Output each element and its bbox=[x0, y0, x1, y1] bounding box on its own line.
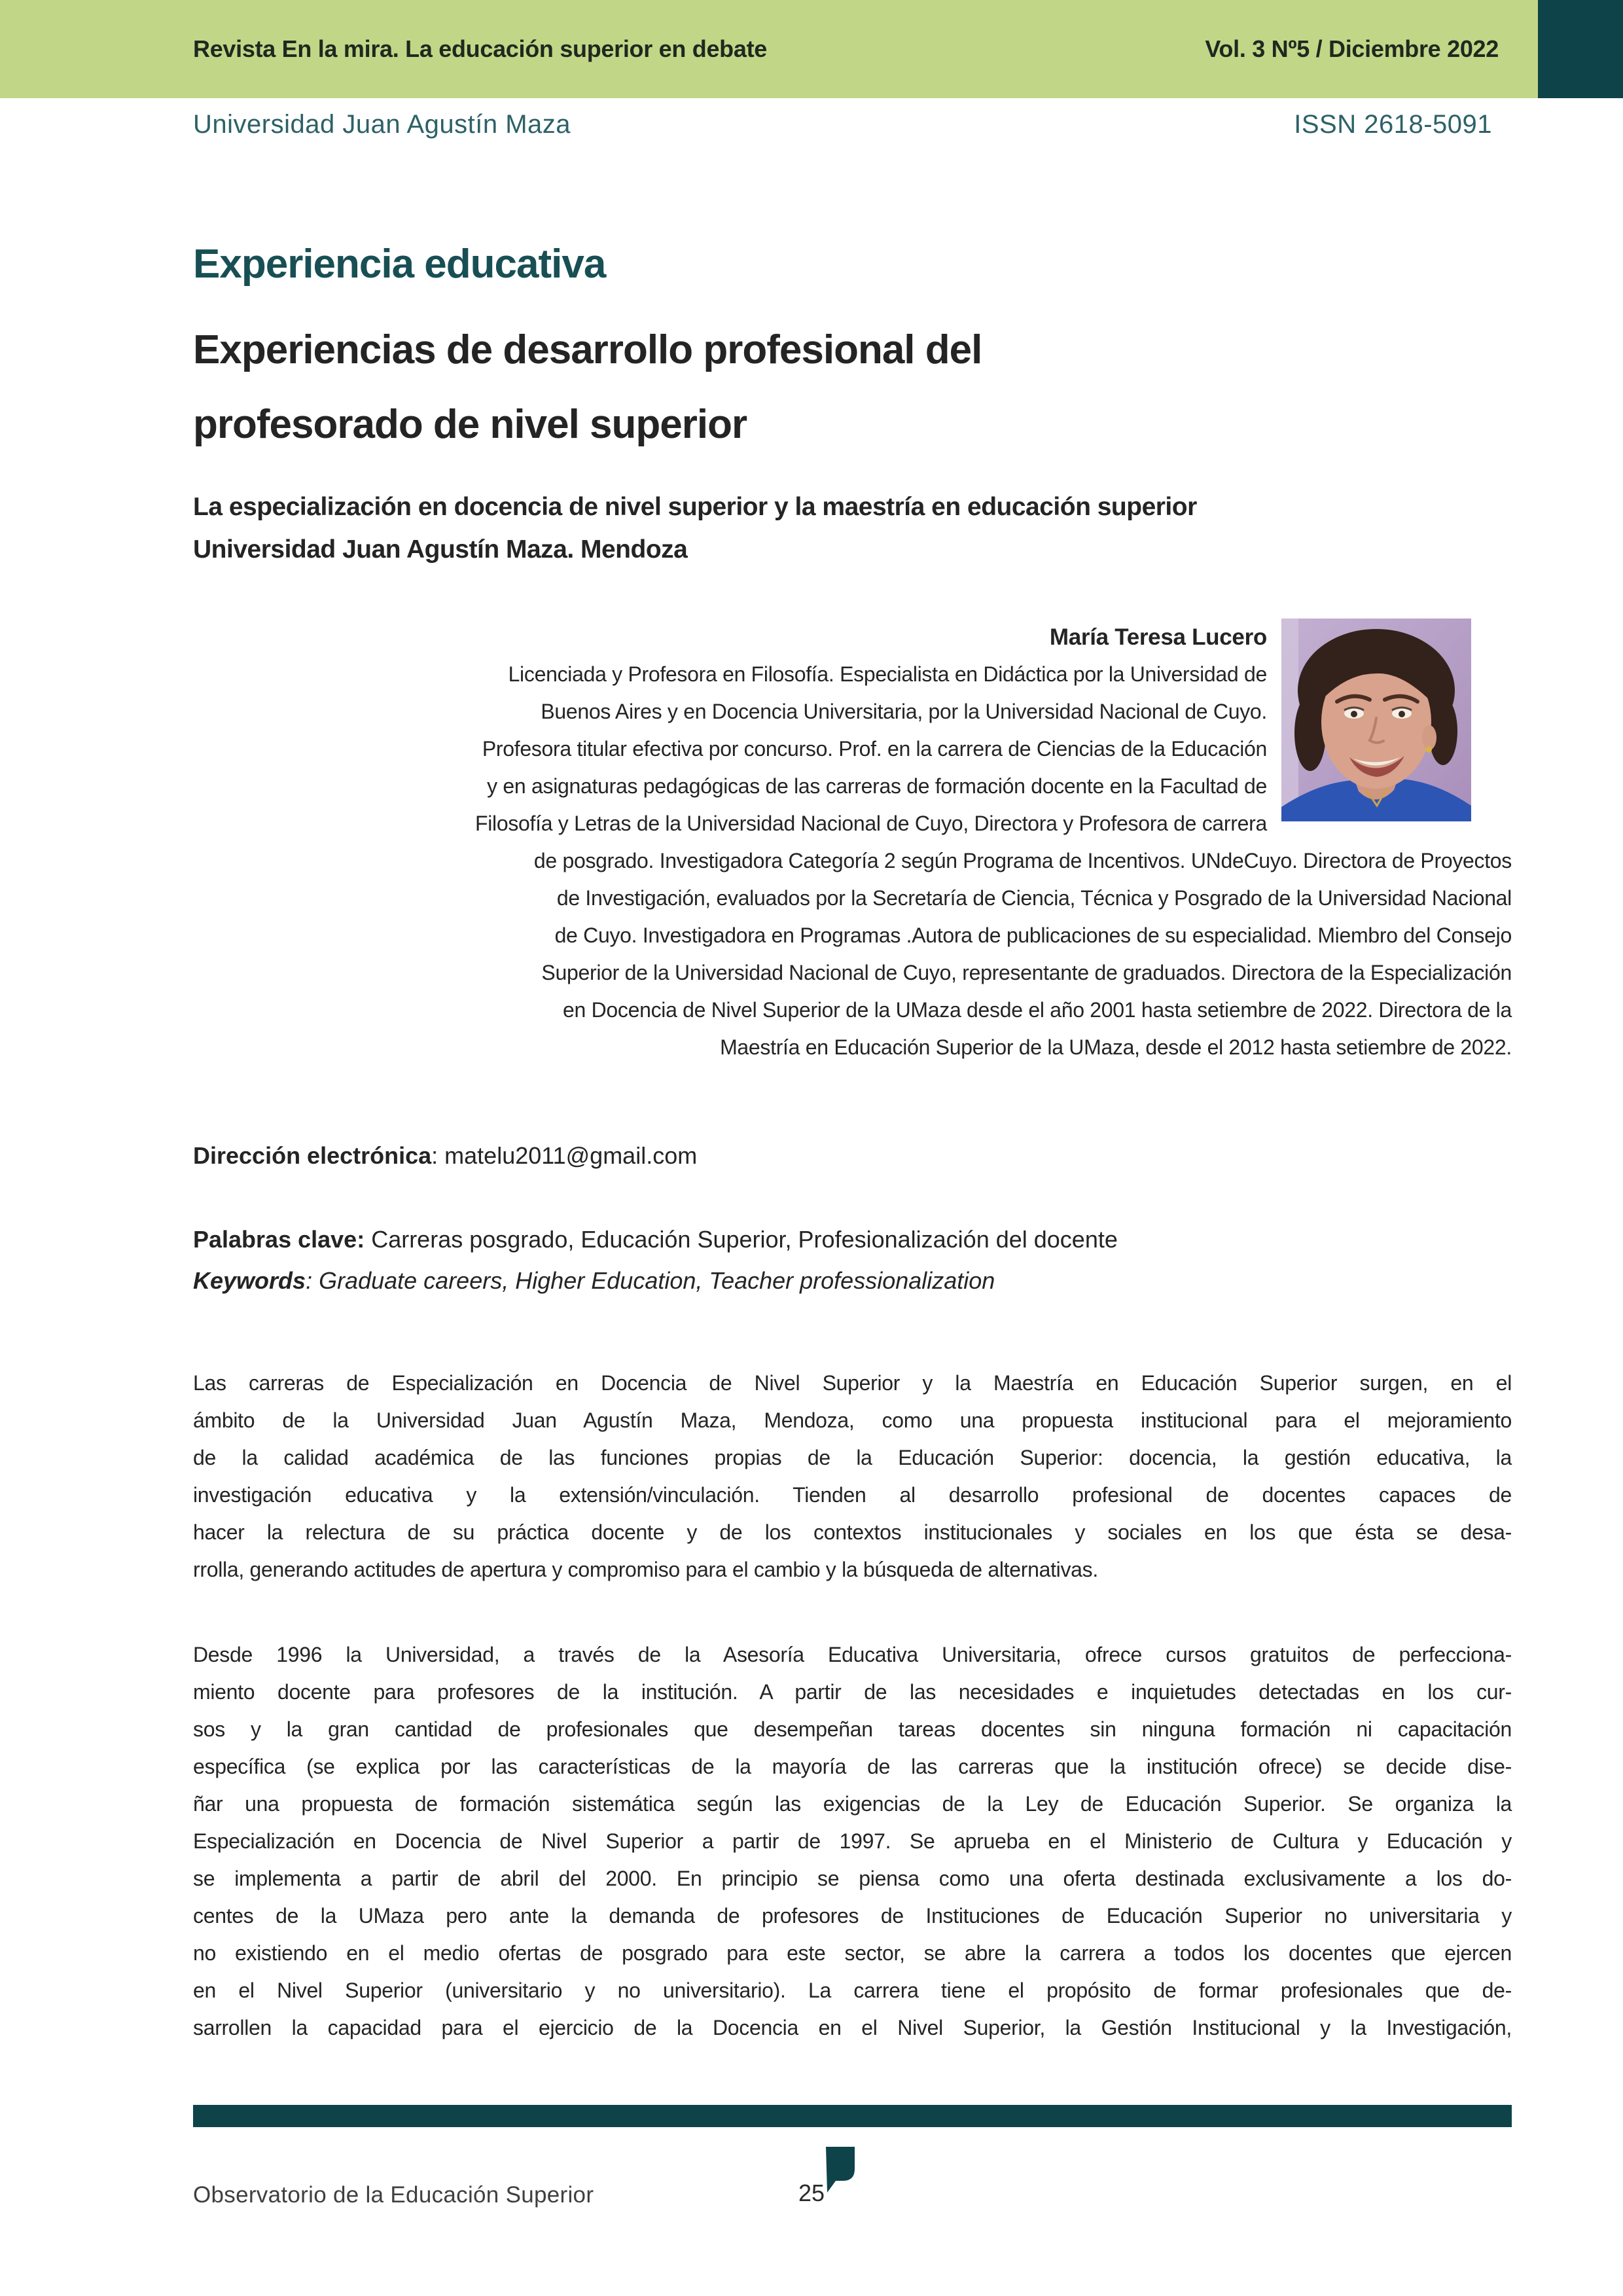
keywords-value: : Graduate careers, Higher Education, Teacher professionalization bbox=[306, 1267, 995, 1294]
journal-title: Revista En la mira. La educación superior en debate bbox=[193, 35, 768, 62]
text-line: de Investigación, evaluados por la Secretaría de Ciencia, Técnica y Posgrado de la Universidad Nacional bbox=[556, 886, 1512, 910]
email-address: : matelu2011@gmail.com bbox=[431, 1142, 698, 1169]
text-line: Superior de la Universidad Nacional de Cuyo, representante de graduados. Directora de la Especialización bbox=[541, 961, 1512, 984]
text-line: hacer la relectura de su práctica docente y de los contextos institucionales y sociales en los que ésta se desa- bbox=[193, 1520, 1512, 1544]
text-line: Licenciada y Profesora en Filosofía. Especialista en Didáctica por la Universidad de bbox=[508, 662, 1267, 686]
text-line: se implementa a partir de abril del 2000. En principio se piensa como una oferta destinada exclusivamente a los do- bbox=[193, 1867, 1512, 1890]
keywords-label: Keywords bbox=[193, 1267, 306, 1294]
text-line: Desde 1996 la Universidad, a través de la Asesoría Educativa Universitaria, ofrece cursos gratuitos de perfecciona- bbox=[193, 1643, 1512, 1666]
keywords-block bbox=[193, 1219, 1512, 1301]
article-title bbox=[193, 313, 1512, 462]
issn-number: ISSN 2618-5091 bbox=[1294, 110, 1492, 139]
text-line: específica (se explica por las características de la mayoría de las carreras que la institución ofrece) se decide dise- bbox=[193, 1755, 1512, 1778]
text-line: Maestría en Educación Superior de la UMaza, desde el 2012 hasta setiembre de 2022. bbox=[720, 1035, 1512, 1059]
text-line: profesorado de nivel superior bbox=[193, 402, 747, 447]
palabras-clave-line bbox=[193, 1219, 1512, 1260]
text-line: sos y la gran cantidad de profesionales que desempeñan tareas docentes sin ninguna formación ni capacitación bbox=[193, 1717, 1512, 1741]
text-line: en Docencia de Nivel Superior de la UMaza desde el año 2001 hasta setiembre de 2022. Directora de la bbox=[562, 998, 1512, 1022]
page-number: 25 bbox=[798, 2179, 825, 2206]
footer-rule-bar bbox=[193, 2105, 1512, 2127]
header-bar bbox=[0, 0, 1538, 98]
text-line: investigación educativa y la extensión/vinculación. Tienden al desarrollo profesional de docentes capaces de bbox=[193, 1483, 1512, 1507]
email-line bbox=[193, 1142, 1512, 1170]
text-line: no existiendo en el medio ofertas de posgrado para este sector, se abre la carrera a todos los docentes que ejercen bbox=[193, 1941, 1512, 1965]
corner-accent-square bbox=[1538, 0, 1623, 98]
text-line: y en asignaturas pedagógicas de las carreras de formación docente en la Facultad de bbox=[487, 774, 1267, 798]
body-paragraph-1 bbox=[193, 1365, 1512, 1588]
text-line: Experiencias de desarrollo profesional del bbox=[193, 327, 982, 372]
text-line: Buenos Aires y en Docencia Universitaria, por la Universidad Nacional de Cuyo. bbox=[541, 700, 1267, 723]
text-line: rrolla, generando actitudes de apertura y compromiso para el cambio y la búsqueda de alternativas. bbox=[193, 1558, 1098, 1581]
text-line: en el Nivel Superior (universitario y no universitario). La carrera tiene el propósito de formar profesionales que de- bbox=[193, 1979, 1512, 2002]
footer-observatory-label: Observatorio de la Educación Superior bbox=[193, 2182, 594, 2208]
text-line: La especialización en docencia de nivel superior y la maestría en educación superior bbox=[193, 493, 1197, 521]
text-line: ámbito de la Universidad Juan Agustín Maza, Mendoza, como una propuesta institucional para el mejoramiento bbox=[193, 1408, 1512, 1432]
text-line: Profesora titular efectiva por concurso. Prof. en la carrera de Ciencias de la Educación bbox=[482, 737, 1267, 761]
author-photo bbox=[1281, 619, 1471, 821]
palabras-clave-label: Palabras clave: bbox=[193, 1226, 365, 1253]
text-line: miento docente para profesores de la institución. A partir de las necesidades e inquietudes detectadas en los cur- bbox=[193, 1680, 1512, 1704]
text-line: de Cuyo. Investigadora en Programas .Autora de publicaciones de su especialidad. Miembro del Consejo bbox=[554, 924, 1512, 947]
text-line: sarrollen la capacidad para el ejercicio de la Docencia en el Nivel Superior, la Gestión Institucional y la Investigación, bbox=[193, 2016, 1512, 2039]
text-line: Filosofía y Letras de la Universidad Nacional de Cuyo, Directora y Profesora de carrera bbox=[474, 812, 1267, 835]
text-line: de la calidad académica de las funciones propias de la Educación Superior: docencia, la gestión educativa, la bbox=[193, 1446, 1512, 1469]
text-line: de posgrado. Investigadora Categoría 2 según Programa de Incentivos. UNdeCuyo. Directora de Proyectos bbox=[533, 849, 1512, 872]
text-line: Especialización en Docencia de Nivel Superior a partir de 1997. Se aprueba en el Ministerio de Cultura y Educación y bbox=[193, 1829, 1512, 1853]
keywords-line bbox=[193, 1260, 1512, 1301]
text-line: Las carreras de Especialización en Docencia de Nivel Superior y la Maestría en Educación Superior surgen, en el bbox=[193, 1371, 1512, 1395]
author-block bbox=[193, 619, 1512, 1066]
volume-info: Vol. 3 Nº5 / Diciembre 2022 bbox=[1205, 35, 1499, 62]
text-line: ñar una propuesta de formación sistemática según las exigencias de la Ley de Educación Superior. Se organiza la bbox=[193, 1792, 1512, 1816]
body-paragraph-2 bbox=[193, 1636, 1512, 2047]
article-subtitle bbox=[193, 486, 1512, 571]
email-label: Dirección electrónica bbox=[193, 1142, 432, 1169]
palabras-clave-value: Carreras posgrado, Educación Superior, Profesionalización del docente bbox=[365, 1226, 1118, 1253]
section-title: Experiencia educativa bbox=[193, 242, 606, 287]
text-line: Universidad Juan Agustín Maza. Mendoza bbox=[193, 535, 688, 564]
subheader bbox=[193, 110, 1492, 139]
text-line: centes de la UMaza pero ante la demanda de profesores de Instituciones de Educación Superior no universitaria y bbox=[193, 1904, 1512, 1928]
university-name: Universidad Juan Agustín Maza bbox=[193, 110, 571, 139]
author-name: María Teresa Lucero bbox=[1049, 624, 1267, 650]
